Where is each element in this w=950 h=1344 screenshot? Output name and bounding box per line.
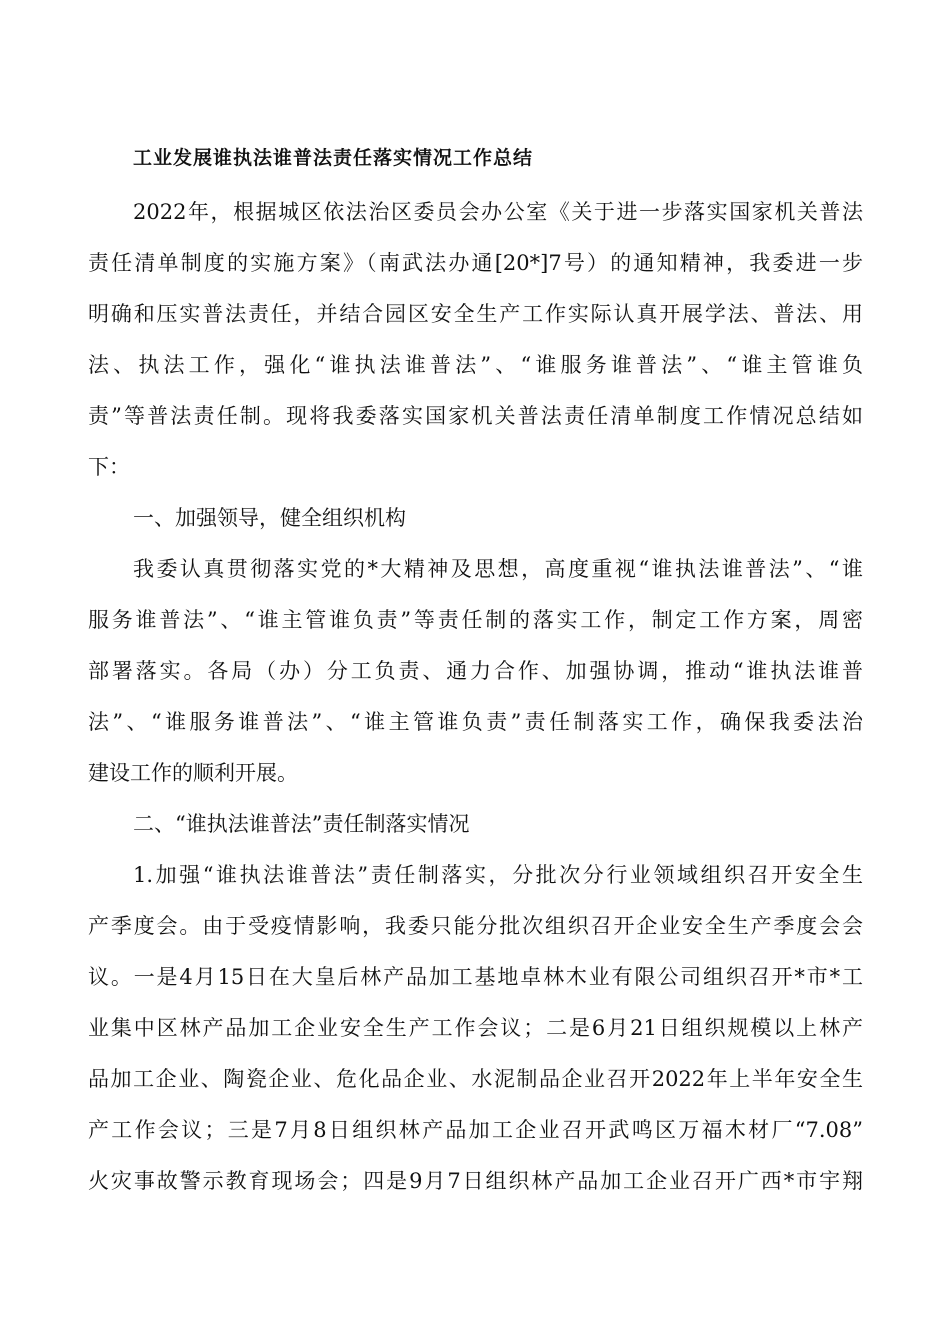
paragraph-line: 业集中区林产品加工企业安全生产工作会议；二是6月21日组织规模以上林产 [88, 1016, 863, 1040]
paragraph-line: 火灾事故警示教育现场会；四是9月7日组织林产品加工企业召开广西*市宇翔 [88, 1169, 863, 1193]
paragraph-line: 我委认真贯彻落实党的*大精神及思想，高度重视“谁执法谁普法”、“谁 [133, 557, 863, 581]
paragraph-line: 明确和压实普法责任，并结合园区安全生产工作实际认真开展学法、普法、用 [88, 302, 863, 326]
paragraph-line: 产季度会。由于受疫情影响，我委只能分批次组织召开企业安全生产季度会会 [88, 914, 863, 938]
section-heading: 二、“谁执法谁普法”责任制落实情况 [133, 812, 470, 836]
document-title: 工业发展谁执法谁普法责任落实情况工作总结 [133, 147, 534, 169]
paragraph-line: 1.加强“谁执法谁普法”责任制落实，分批次分行业领域组织召开安全生 [133, 863, 863, 887]
paragraph-line: 责任清单制度的实施方案》（南武法办通[20*]7号）的通知精神，我委进一步 [88, 251, 863, 275]
paragraph-line: 议。一是4月15日在大皇后林产品加工基地卓林木业有限公司组织召开*市*工 [88, 965, 863, 989]
paragraph-line: 产工作会议；三是7月8日组织林产品加工企业召开武鸣区万福木材厂“7.08” [88, 1118, 863, 1142]
paragraph-line: 2022年，根据城区依法治区委员会办公室《关于进一步落实国家机关普法 [133, 200, 863, 224]
paragraph-line: 责”等普法责任制。现将我委落实国家机关普法责任清单制度工作情况总结如 [88, 404, 863, 428]
paragraph-line: 下： [88, 455, 130, 479]
paragraph-line: 部署落实。各局（办）分工负责、通力合作、加强协调，推动“谁执法谁普 [88, 659, 863, 683]
paragraph-line: 法”、“谁服务谁普法”、“谁主管谁负责”责任制落实工作，确保我委法治 [88, 710, 863, 734]
paragraph-line: 法、执法工作，强化“谁执法谁普法”、“谁服务谁普法”、“谁主管谁负 [88, 353, 863, 377]
section-heading: 一、加强领导，健全组织机构 [133, 506, 406, 530]
paragraph-line: 品加工企业、陶瓷企业、危化品企业、水泥制品企业召开2022年上半年安全生 [88, 1067, 863, 1091]
paragraph-line: 服务谁普法”、“谁主管谁负责”等责任制的落实工作，制定工作方案，周密 [88, 608, 863, 632]
paragraph-line: 建设工作的顺利开展。 [88, 761, 298, 785]
